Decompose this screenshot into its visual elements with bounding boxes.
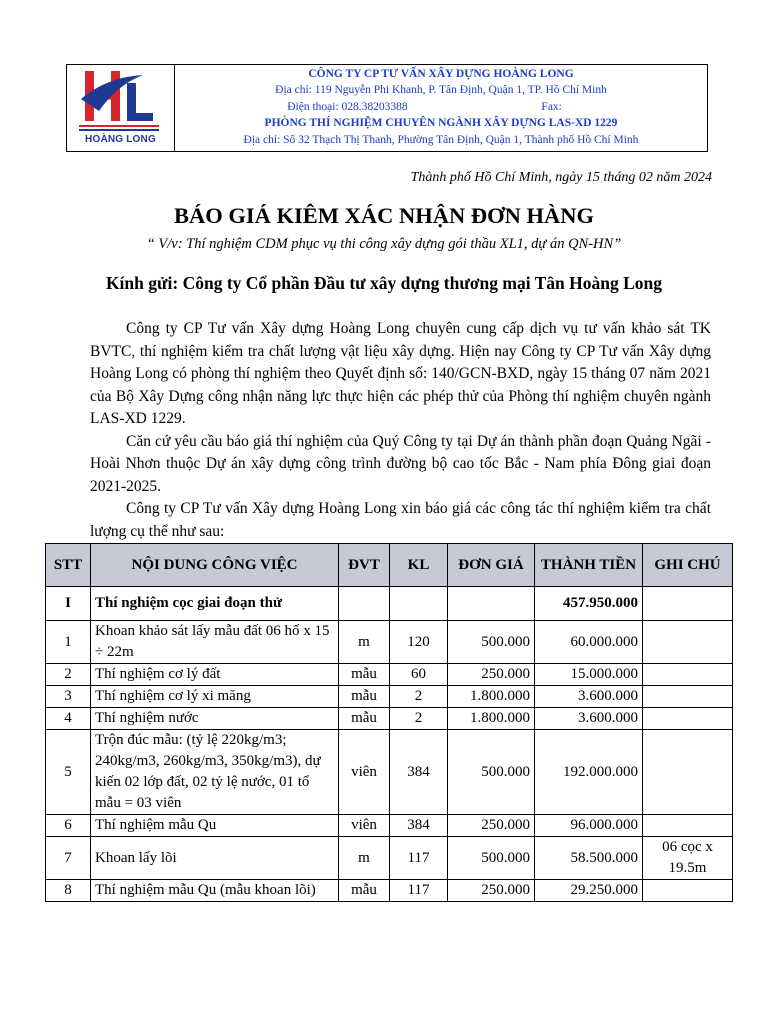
cell-unit: mẫu bbox=[339, 664, 390, 686]
letterhead bbox=[66, 64, 708, 152]
company-address: Địa chỉ: 119 Nguyễn Phi Khanh, P. Tân Định, Quận 1, TP. Hồ Chí Minh bbox=[275, 84, 607, 97]
quote-table bbox=[45, 543, 733, 902]
cell-content: Khoan khảo sát lấy mẫu đất 06 hố x 15 ÷ 22m bbox=[91, 621, 339, 664]
lab-address: Địa chỉ: Số 32 Thạch Thị Thanh, Phường Tân Định, Quận 1, Thành phố Hồ Chí Minh bbox=[243, 133, 639, 146]
cell-unit: m bbox=[339, 621, 390, 664]
cell-content: Thí nghiệm cơ lý đất bbox=[91, 664, 339, 686]
cell-unit: mẫu bbox=[339, 686, 390, 708]
table-row bbox=[46, 621, 733, 664]
header-total: THÀNH TIỀN bbox=[535, 544, 643, 587]
cell-qty: 2 bbox=[390, 686, 448, 708]
header-price: ĐƠN GIÁ bbox=[448, 544, 535, 587]
cell-stt: I bbox=[46, 587, 91, 621]
cell-stt: 6 bbox=[46, 815, 91, 837]
hl-logo-icon bbox=[77, 69, 163, 135]
cell-stt: 2 bbox=[46, 664, 91, 686]
cell-note: 06 cọc x 19.5m bbox=[643, 837, 733, 880]
header-content: NỘI DUNG CÔNG VIỆC bbox=[91, 544, 339, 587]
company-fax: Fax: bbox=[541, 100, 562, 113]
cell-note bbox=[643, 708, 733, 730]
cell-price: 500.000 bbox=[448, 730, 535, 815]
logo-wordmark: HOÀNG LONG bbox=[85, 134, 156, 145]
cell-note bbox=[643, 880, 733, 902]
company-logo bbox=[67, 65, 175, 151]
table-header-row bbox=[46, 544, 733, 587]
cell-content: Thí nghiệm nước bbox=[91, 708, 339, 730]
cell-total: 457.950.000 bbox=[535, 587, 643, 621]
cell-price: 500.000 bbox=[448, 621, 535, 664]
cell-qty bbox=[390, 587, 448, 621]
cell-note bbox=[643, 815, 733, 837]
cell-content: Thí nghiệm mẫu Qu bbox=[91, 815, 339, 837]
company-info bbox=[175, 65, 707, 151]
header-note: GHI CHÚ bbox=[643, 544, 733, 587]
cell-stt: 5 bbox=[46, 730, 91, 815]
table-row bbox=[46, 730, 733, 815]
paragraph-request: Căn cứ yêu cầu báo giá thí nghiệm của Quý Công ty tại Dự án thành phần đoạn Quảng Ngãi - Hoài Nhơn thuộc Dự án xây dựng công trình đường bộ cao tốc Bắc - Nam phía Đông giai đoạn 2021-2025. bbox=[90, 432, 711, 495]
cell-price: 250.000 bbox=[448, 664, 535, 686]
cell-qty: 117 bbox=[390, 837, 448, 880]
cell-total: 96.000.000 bbox=[535, 815, 643, 837]
cell-unit bbox=[339, 587, 390, 621]
cell-stt: 4 bbox=[46, 708, 91, 730]
header-unit: ĐVT bbox=[339, 544, 390, 587]
table-row bbox=[46, 815, 733, 837]
cell-total: 192.000.000 bbox=[535, 730, 643, 815]
cell-price: 500.000 bbox=[448, 837, 535, 880]
cell-content: Thí nghiệm cơ lý xi măng bbox=[91, 686, 339, 708]
cell-content: Khoan lấy lõi bbox=[91, 837, 339, 880]
header-stt: STT bbox=[46, 544, 91, 587]
cell-qty: 117 bbox=[390, 880, 448, 902]
table-row bbox=[46, 837, 733, 880]
section-row bbox=[46, 587, 733, 621]
cell-price bbox=[448, 587, 535, 621]
cell-stt: 1 bbox=[46, 621, 91, 664]
document-title: BÁO GIÁ KIÊM XÁC NHẬN ĐƠN HÀNG bbox=[173, 203, 594, 228]
cell-qty: 384 bbox=[390, 730, 448, 815]
cell-content: Trộn đúc mẫu: (tỷ lệ 220kg/m3; 240kg/m3, 260kg/m3, 350kg/m3), dự kiến 02 lớp đất, 02 tỷ lệ nước, 01 tổ mẫu = 03 viên bbox=[91, 730, 339, 815]
company-contact bbox=[175, 99, 707, 115]
cell-content: Thí nghiệm mẫu Qu (mẫu khoan lõi) bbox=[91, 880, 339, 902]
cell-unit: mẫu bbox=[339, 708, 390, 730]
cell-note bbox=[643, 587, 733, 621]
body-text bbox=[90, 318, 711, 543]
paragraph-quote: Công ty CP Tư vấn Xây dựng Hoàng Long xin báo giá các công tác thí nghiệm kiểm tra chất lượng cụ thể như sau: bbox=[90, 500, 711, 540]
company-name: CÔNG TY CP TƯ VẤN XÂY DỰNG HOÀNG LONG bbox=[308, 68, 574, 80]
cell-qty: 2 bbox=[390, 708, 448, 730]
table-row bbox=[46, 708, 733, 730]
company-phone: Điện thoại: 028.38203388 bbox=[287, 100, 408, 113]
cell-stt: 3 bbox=[46, 686, 91, 708]
cell-content: Thí nghiệm cọc giai đoạn thử bbox=[91, 587, 339, 621]
cell-total: 3.600.000 bbox=[535, 686, 643, 708]
cell-unit: viên bbox=[339, 730, 390, 815]
cell-price: 1.800.000 bbox=[448, 708, 535, 730]
cell-price: 250.000 bbox=[448, 815, 535, 837]
cell-total: 60.000.000 bbox=[535, 621, 643, 664]
table-row bbox=[46, 686, 733, 708]
cell-total: 3.600.000 bbox=[535, 708, 643, 730]
date-line: Thành phố Hồ Chí Minh, ngày 15 tháng 02 năm 2024 bbox=[410, 170, 712, 185]
lab-name: PHÒNG THÍ NGHIỆM CHUYÊN NGÀNH XÂY DỰNG LAS-XD 1229 bbox=[264, 117, 618, 130]
table-row bbox=[46, 880, 733, 902]
cell-total: 15.000.000 bbox=[535, 664, 643, 686]
cell-price: 1.800.000 bbox=[448, 686, 535, 708]
cell-qty: 60 bbox=[390, 664, 448, 686]
recipient-line: Kính gửi: Công ty Cổ phần Đầu tư xây dựng thương mại Tân Hoàng Long bbox=[105, 273, 663, 293]
cell-unit: m bbox=[339, 837, 390, 880]
header-qty: KL bbox=[390, 544, 448, 587]
cell-stt: 7 bbox=[46, 837, 91, 880]
document-subtitle: “ V/v: Thí nghiệm CDM phục vụ thi công xây dựng gói thầu XL1, dự án QN-HN” bbox=[146, 236, 622, 252]
paragraph-intro: Công ty CP Tư vấn Xây dựng Hoàng Long chuyên cung cấp dịch vụ tư vấn khảo sát TK BVTC, thí nghiệm kiểm tra chất lượng vật liệu xây dựng. Hiện nay Công ty CP Tư vấn Xây dựng Hoàng Long có phòng thí nghiệm theo Quyết định số: 140/GCN-BXD, ngày 15 tháng 07 năm 2021 của Bộ Xây Dựng công nhận năng lực thực hiện các phép thử của Phòng thí nghiệm chuyên ngành LAS-XD 1229. bbox=[90, 320, 711, 427]
cell-stt: 8 bbox=[46, 880, 91, 902]
cell-total: 58.500.000 bbox=[535, 837, 643, 880]
cell-note bbox=[643, 664, 733, 686]
cell-note bbox=[643, 686, 733, 708]
cell-qty: 120 bbox=[390, 621, 448, 664]
cell-qty: 384 bbox=[390, 815, 448, 837]
cell-price: 250.000 bbox=[448, 880, 535, 902]
table-row bbox=[46, 664, 733, 686]
cell-unit: viên bbox=[339, 815, 390, 837]
cell-total: 29.250.000 bbox=[535, 880, 643, 902]
cell-unit: mẫu bbox=[339, 880, 390, 902]
cell-note bbox=[643, 621, 733, 664]
cell-note bbox=[643, 730, 733, 815]
